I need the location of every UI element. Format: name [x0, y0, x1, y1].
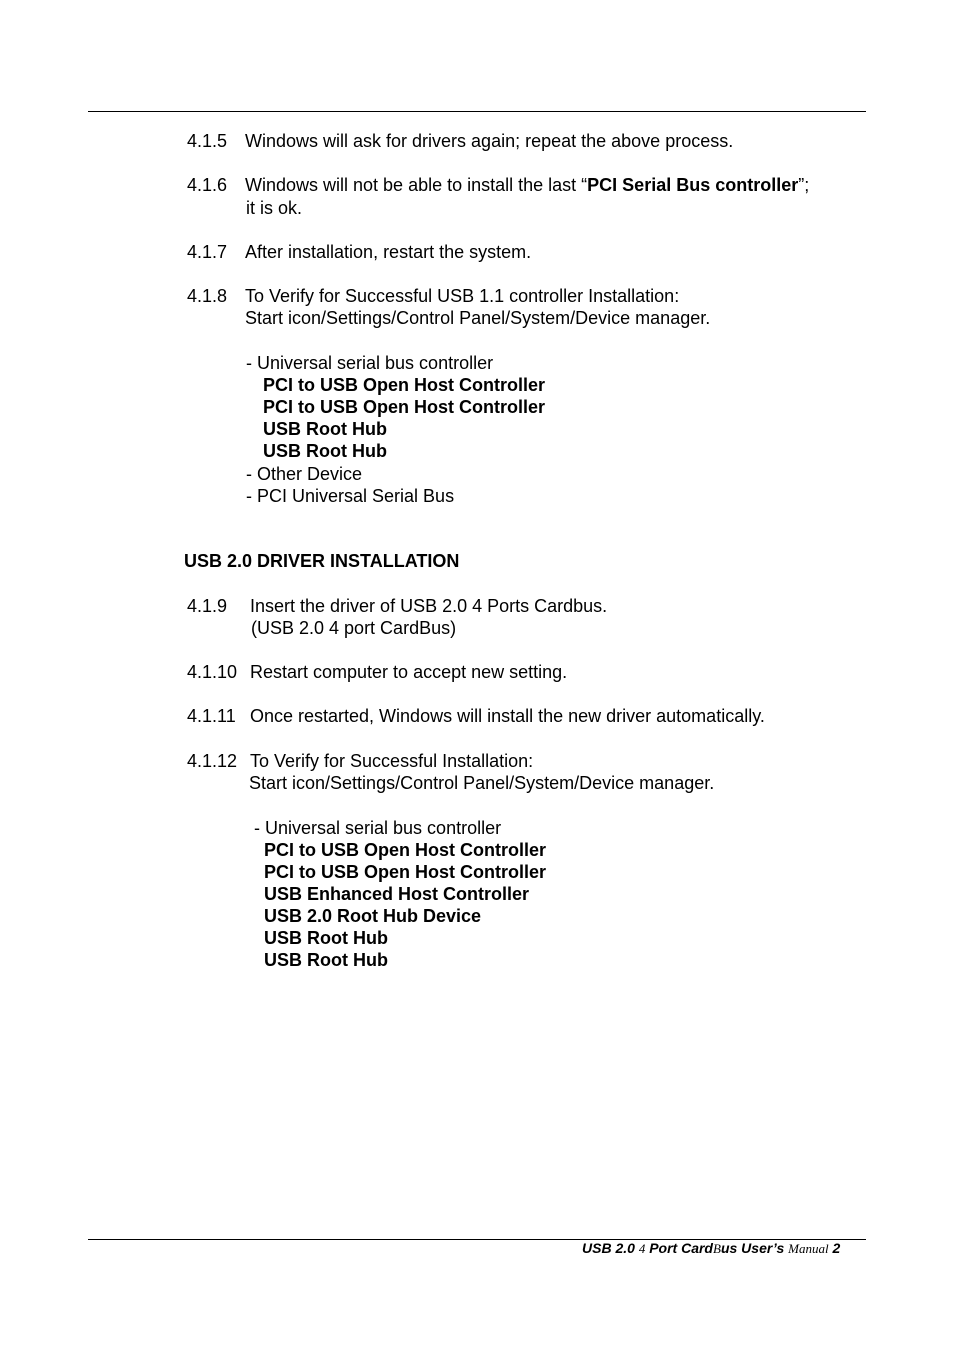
item-text: [245, 174, 809, 196]
item-text-part: Windows will not be able to install the last “: [245, 175, 588, 195]
footer-part: us User’s: [720, 1240, 789, 1256]
header-rule: [88, 111, 866, 112]
item-text-continuation: it is ok.: [246, 198, 303, 218]
item-number: 4.1.7: [187, 242, 228, 262]
item-text: To Verify for Successful USB 1.1 controller Installation:: [245, 286, 680, 306]
tree-category: - Universal serial bus controller: [246, 353, 494, 373]
tree-device: USB Root Hub: [264, 950, 388, 970]
tree-device: PCI to USB Open Host Controller: [264, 840, 547, 860]
item-text: Windows will ask for drivers again; repeat the above process.: [245, 131, 734, 151]
section-heading: USB 2.0 DRIVER INSTALLATION: [184, 551, 460, 571]
item-text: Restart computer to accept new setting.: [250, 662, 568, 682]
item-number: 4.1.8: [187, 286, 228, 306]
item-text-part: ”;: [798, 175, 810, 195]
item-text-continuation: Start icon/Settings/Control Panel/System/Device manager.: [249, 773, 715, 793]
footer-part: 4: [638, 1241, 646, 1256]
item-text-bold: PCI Serial Bus controller: [587, 175, 799, 195]
item-number: 4.1.6: [187, 175, 228, 195]
tree-device: USB Root Hub: [263, 441, 387, 461]
page-number: 2: [828, 1240, 841, 1256]
item-text-continuation: Start icon/Settings/Control Panel/System/Device manager.: [245, 308, 711, 328]
page-footer: [582, 1239, 840, 1258]
item-number: 4.1.10: [187, 662, 238, 682]
footer-part: Manual: [788, 1241, 829, 1256]
item-number: 4.1.5: [187, 131, 228, 151]
tree-category: - Universal serial bus controller: [254, 818, 502, 838]
footer-part: B: [713, 1241, 721, 1256]
footer-part: USB 2.0: [582, 1240, 639, 1256]
item-number: 4.1.9: [187, 596, 228, 616]
item-text-continuation: (USB 2.0 4 port CardBus): [251, 618, 457, 638]
tree-device: USB 2.0 Root Hub Device: [264, 906, 482, 926]
tree-device: PCI to USB Open Host Controller: [263, 397, 546, 417]
tree-device: USB Enhanced Host Controller: [264, 884, 530, 904]
tree-category: - PCI Universal Serial Bus: [246, 486, 455, 506]
item-text: After installation, restart the system.: [245, 242, 532, 262]
tree-device: PCI to USB Open Host Controller: [263, 375, 546, 395]
item-text: Insert the driver of USB 2.0 4 Ports Cardbus.: [250, 596, 608, 616]
item-number: 4.1.11: [187, 706, 236, 726]
item-text: Once restarted, Windows will install the new driver automatically.: [250, 706, 765, 726]
tree-device: USB Root Hub: [263, 419, 387, 439]
item-number: 4.1.12: [187, 751, 238, 771]
tree-category: - Other Device: [246, 464, 363, 484]
item-text: To Verify for Successful Installation:: [250, 751, 534, 771]
tree-device: USB Root Hub: [264, 928, 388, 948]
footer-part: Port Card: [645, 1240, 713, 1256]
tree-device: PCI to USB Open Host Controller: [264, 862, 547, 882]
